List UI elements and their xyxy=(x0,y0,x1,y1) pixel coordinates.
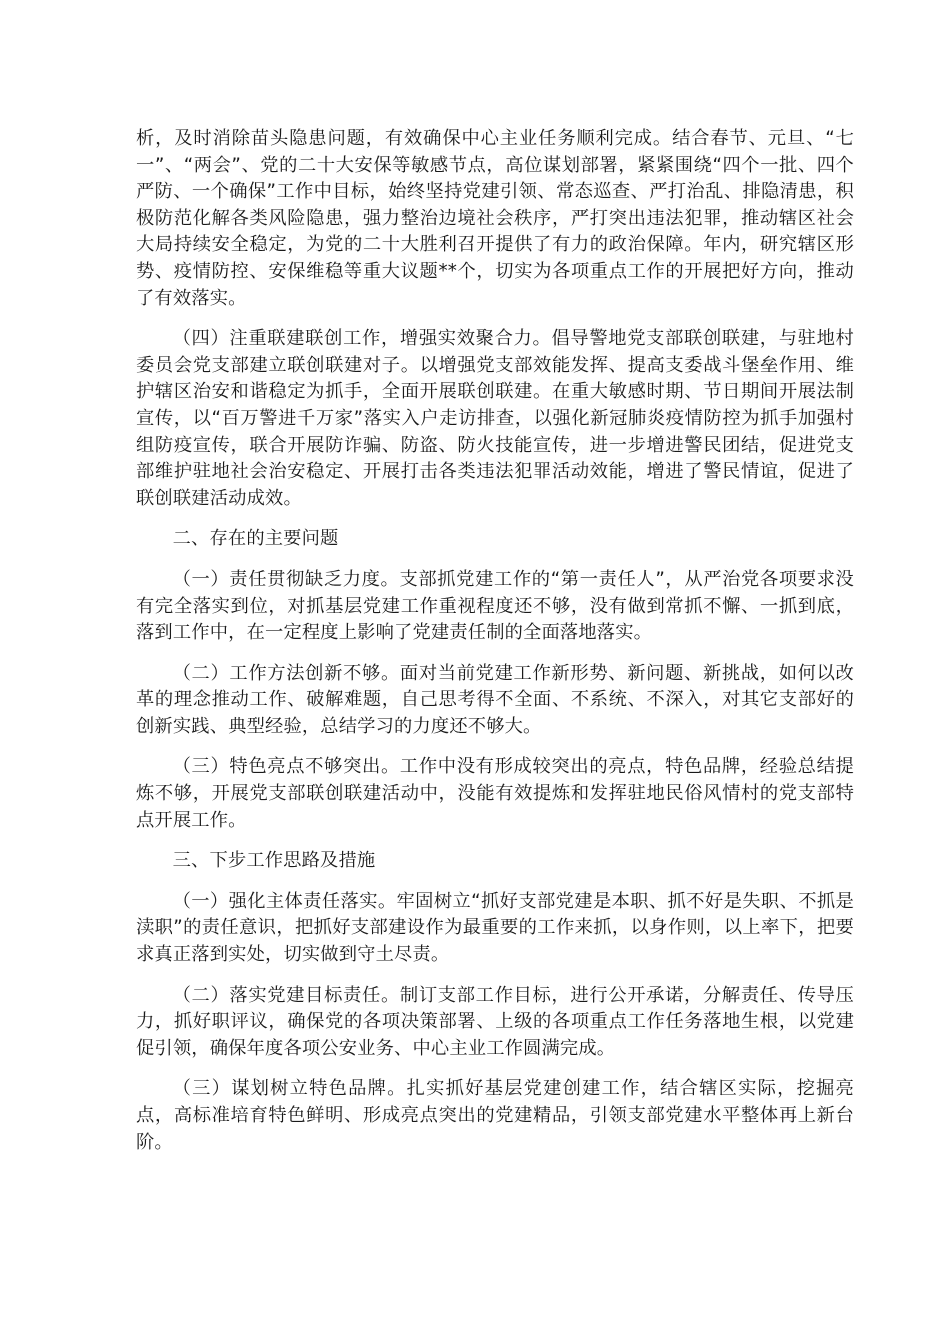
paragraph-continued: 析，及时消除苗头隐患问题，有效确保中心主业任务顺利完成。结合春节、元旦、“七一”、“两会”、党的二十大安保等敏感节点，高位谋划部署，紧紧围绕“四个一批、四个严防、一个确保”工作中目标，始终坚持党建引领、常态巡查、严打治乱、排隐清患，积极防范化解各类风险隐患，强力整治边境社会秩序，严打突出违法犯罪，推动辖区社会大局持续安全稳定，为党的二十大胜利召开提供了有力的政治保障。年内，研究辖区形势、疫情防控、安保维稳等重大议题**个，切实为各项重点工作的开展把好方向，推动了有效落实。 xyxy=(136,128,854,309)
paragraph-problem-one: （一）责任贯彻缺乏力度。支部抓党建工作的“第一责任人”，从严治党各项要求没有完全落实到位，对抓基层党建工作重视程度还不够，没有做到常抓不懈、一抓到底，落到工作中，在一定程度上影响了党建责任制的全面落地落实。 xyxy=(136,568,854,644)
paragraph-problem-two: （二）工作方法创新不够。面对当前党建工作新形势、新问题、新挑战，如何以改革的理念推动工作、破解难题，自己思考得不全面、不系统、不深入，对其它支部好的创新实践、典型经验，总结学习的力度还不够大。 xyxy=(136,662,854,737)
paragraph-step-three: （三）谋划树立特色品牌。扎实抓好基层党建创建工作，结合辖区实际，挖掘亮点，高标准培育特色鲜明、形成亮点突出的党建精品，引领支部党建水平整体再上新台阶。 xyxy=(136,1078,854,1153)
heading-main-problems: 二、存在的主要问题 xyxy=(172,528,339,550)
paragraph-step-one: （一）强化主体责任落实。牢固树立“抓好支部党建是本职、抓不好是失职、不抓是渎职”的责任意识，把抓好支部建设作为最重要的工作来抓，以身作则，以上率下，把要求真正落到实处，切实做到守土尽责。 xyxy=(136,890,854,966)
heading-next-steps: 三、下步工作思路及措施 xyxy=(172,850,376,872)
paragraph-section-four: （四）注重联建联创工作，增强实效聚合力。倡导警地党支部联创联建，与驻地村委员会党支部建立联创联建对子。以增强党支部效能发挥、提高支委战斗堡垒作用、维护辖区治安和谐稳定为抓手，全面开展联创联建。在重大敏感时期、节日期间开展法制宣传，以“百万警进千万家”落实入户走访排查，以强化新冠肺炎疫情防控为抓手加强村组防疫宣传，联合开展防诈骗、防盗、防火技能宣传，进一步增进警民团结，促进党支部维护驻地社会治安稳定、开展打击各类违法犯罪活动效能，增进了警民情谊，促进了联创联建活动成效。 xyxy=(136,328,854,509)
paragraph-step-two: （二）落实党建目标责任。制订支部工作目标，进行公开承诺，分解责任、传导压力，抓好职评议，确保党的各项决策部署、上级的各项重点工作任务落地生根，以党建促引领，确保年度各项公安业务、中心主业工作圆满完成。 xyxy=(136,984,854,1059)
document-body xyxy=(136,126,854,1170)
paragraph-problem-three: （三）特色亮点不够突出。工作中没有形成较突出的亮点，特色品牌，经验总结提炼不够，开展党支部联创联建活动中，没能有效提炼和发挥驻地民俗风情村的党支部特点开展工作。 xyxy=(136,756,854,831)
